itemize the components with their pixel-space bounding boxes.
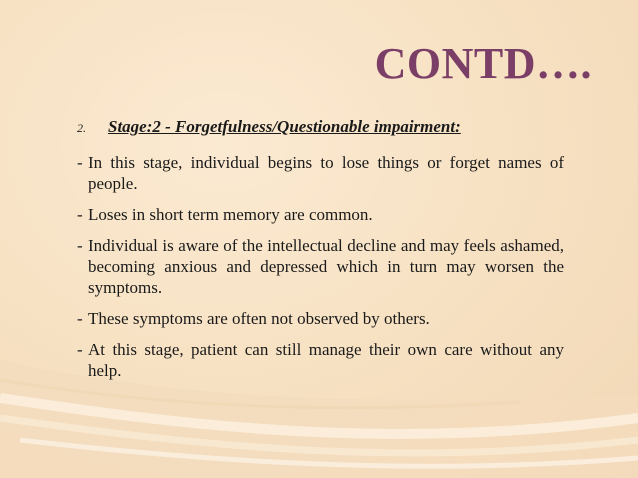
bullet-marker: - — [77, 205, 83, 224]
stage-heading — [77, 116, 564, 139]
bullet-text: Individual is aware of the intellectual decline and may feels ashamed, becoming anxious and depressed which in turn may worsen the symptoms. — [88, 236, 564, 297]
list-item — [77, 204, 564, 225]
bullet-text: At this stage, patient can still manage their own care without any help. — [88, 340, 564, 380]
slide-content — [77, 116, 564, 391]
bullet-text: These symptoms are often not observed by others. — [88, 309, 430, 328]
list-item — [77, 339, 564, 381]
bullet-marker: - — [77, 309, 83, 328]
bullet-text: Loses in short term memory are common. — [88, 205, 373, 224]
list-item — [77, 235, 564, 298]
bullet-text: In this stage, individual begins to lose things or forget names of people. — [88, 153, 564, 193]
stage-heading-text: Stage:2 - Forgetfulness/Questionable impairment: — [108, 117, 461, 136]
bullet-list — [77, 152, 564, 381]
list-item — [77, 152, 564, 194]
bullet-marker: - — [77, 340, 83, 359]
bullet-marker: - — [77, 236, 83, 255]
bullet-marker: - — [77, 153, 83, 172]
list-item — [77, 308, 564, 329]
slide-title: CONTD…. — [374, 39, 592, 88]
stage-number: 2. — [77, 121, 86, 135]
